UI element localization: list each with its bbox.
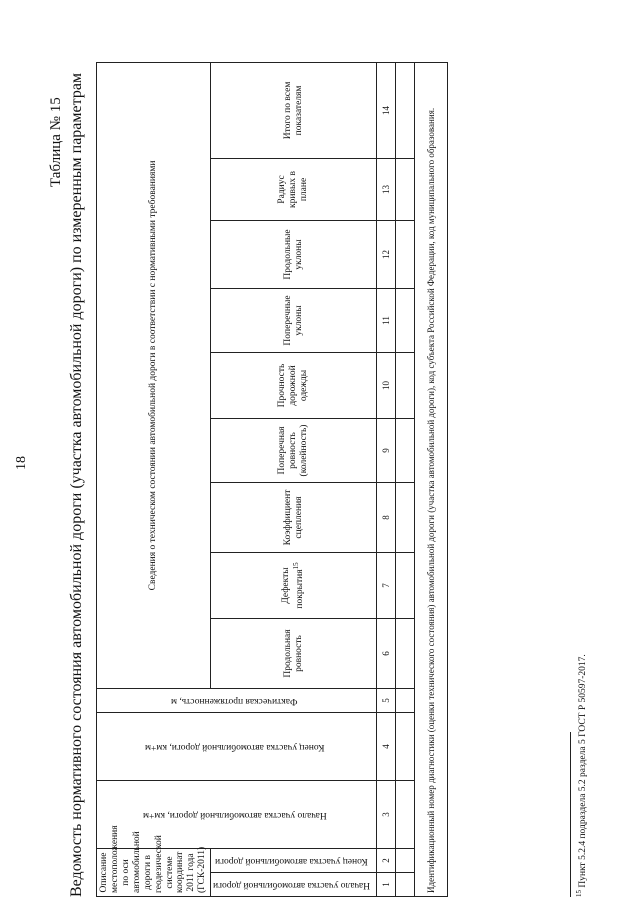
header-label: Поперечные уклоны xyxy=(282,295,304,346)
table-label: Таблица № 15 xyxy=(48,97,64,187)
empty-cell xyxy=(396,873,415,897)
empty-cell xyxy=(396,781,415,849)
column-number: 14 xyxy=(377,62,396,158)
header-label: Поперечная ровность (колейность) xyxy=(277,424,310,477)
column-number: 1 xyxy=(377,873,396,897)
document-title: Ведомость нормативного состояния автомобильной дороги (участка автомобильной дороги) по измеренным параметрам xyxy=(68,72,85,897)
header-transverse-slopes xyxy=(211,289,377,353)
header-km-end xyxy=(97,713,377,781)
empty-cell xyxy=(396,713,415,781)
header-label: Итого по всем показателям xyxy=(282,81,304,140)
footnote-mark: 15 xyxy=(292,562,301,570)
column-number: 8 xyxy=(377,483,396,553)
column-number: 4 xyxy=(377,713,396,781)
empty-data-row xyxy=(396,62,415,896)
footnote-separator xyxy=(570,732,571,897)
header-location xyxy=(97,825,211,897)
identification-note: Идентификационный номер диагностики (оценки технического состояния) автомобильной дороги (участка автомобильной дороги), код субъекта Российской Федерации, код муниципального образования. xyxy=(415,62,448,896)
header-road-end xyxy=(211,849,377,873)
empty-cell xyxy=(396,289,415,353)
column-number: 9 xyxy=(377,419,396,483)
empty-cell xyxy=(396,689,415,713)
header-length xyxy=(97,689,377,713)
header-label: Коэффициент сцепления xyxy=(282,489,304,546)
column-number: 13 xyxy=(377,159,396,221)
footnote xyxy=(575,654,588,897)
header-tech-condition-group xyxy=(97,62,211,688)
header-road-start xyxy=(211,873,377,897)
header-label: Дефекты покрытия xyxy=(281,567,306,609)
header-adhesion-coefficient xyxy=(211,483,377,553)
header-length-label: Фактическая протяженность, м xyxy=(171,695,298,706)
empty-cell xyxy=(396,419,415,483)
column-number: 11 xyxy=(377,289,396,353)
header-coating-defects xyxy=(211,553,377,619)
header-curve-radius xyxy=(211,159,377,221)
page-number: 18 xyxy=(14,456,29,470)
header-label: Продольные уклоны xyxy=(282,229,304,280)
column-number: 7 xyxy=(377,553,396,619)
empty-cell xyxy=(396,159,415,221)
column-number: 10 xyxy=(377,353,396,419)
empty-cell xyxy=(396,221,415,289)
column-number-row xyxy=(377,62,396,896)
header-km-start-label: Начало участка автомобильной дороги, км+м xyxy=(142,809,327,820)
header-road-start-label: Начало участка автомобильной дороги xyxy=(213,879,371,890)
condition-table xyxy=(96,62,448,897)
empty-cell xyxy=(396,62,415,158)
column-number: 12 xyxy=(377,221,396,289)
column-number: 3 xyxy=(377,781,396,849)
empty-cell xyxy=(396,353,415,419)
header-km-end-label: Конец участка автомобильной дороги, км+м xyxy=(144,741,325,752)
column-number: 2 xyxy=(377,849,396,873)
header-label: Прочность дорожной одежды xyxy=(277,363,310,408)
header-transverse-evenness xyxy=(211,419,377,483)
header-location-label: Описание местоположения по оси автомобильной дороги в геодезической системе координат 2011 года (ГСК-2011) xyxy=(99,825,208,893)
empty-cell xyxy=(396,849,415,873)
header-pavement-strength xyxy=(211,353,377,419)
empty-cell xyxy=(396,483,415,553)
column-number: 5 xyxy=(377,689,396,713)
footnote-text: Пункт 5.2.4 подраздела 5.2 раздела 5 ГОСТ Р 50597-2017. xyxy=(578,654,589,888)
column-number: 6 xyxy=(377,619,396,689)
header-road-end-label: Конец участка автомобильной дороги xyxy=(215,855,369,866)
header-longitudinal-evenness xyxy=(211,619,377,689)
empty-cell xyxy=(396,553,415,619)
footnote-mark: 15 xyxy=(575,890,583,897)
header-label: Радиус кривых в плане xyxy=(277,171,310,208)
header-longitudinal-slopes xyxy=(211,221,377,289)
header-total xyxy=(211,62,377,158)
header-group-label: Сведения о техническом состоянии автомобильной дороги в соответствии с нормативными требованиями xyxy=(148,160,159,591)
empty-cell xyxy=(396,619,415,689)
header-label: Продольная ровность xyxy=(282,629,304,678)
